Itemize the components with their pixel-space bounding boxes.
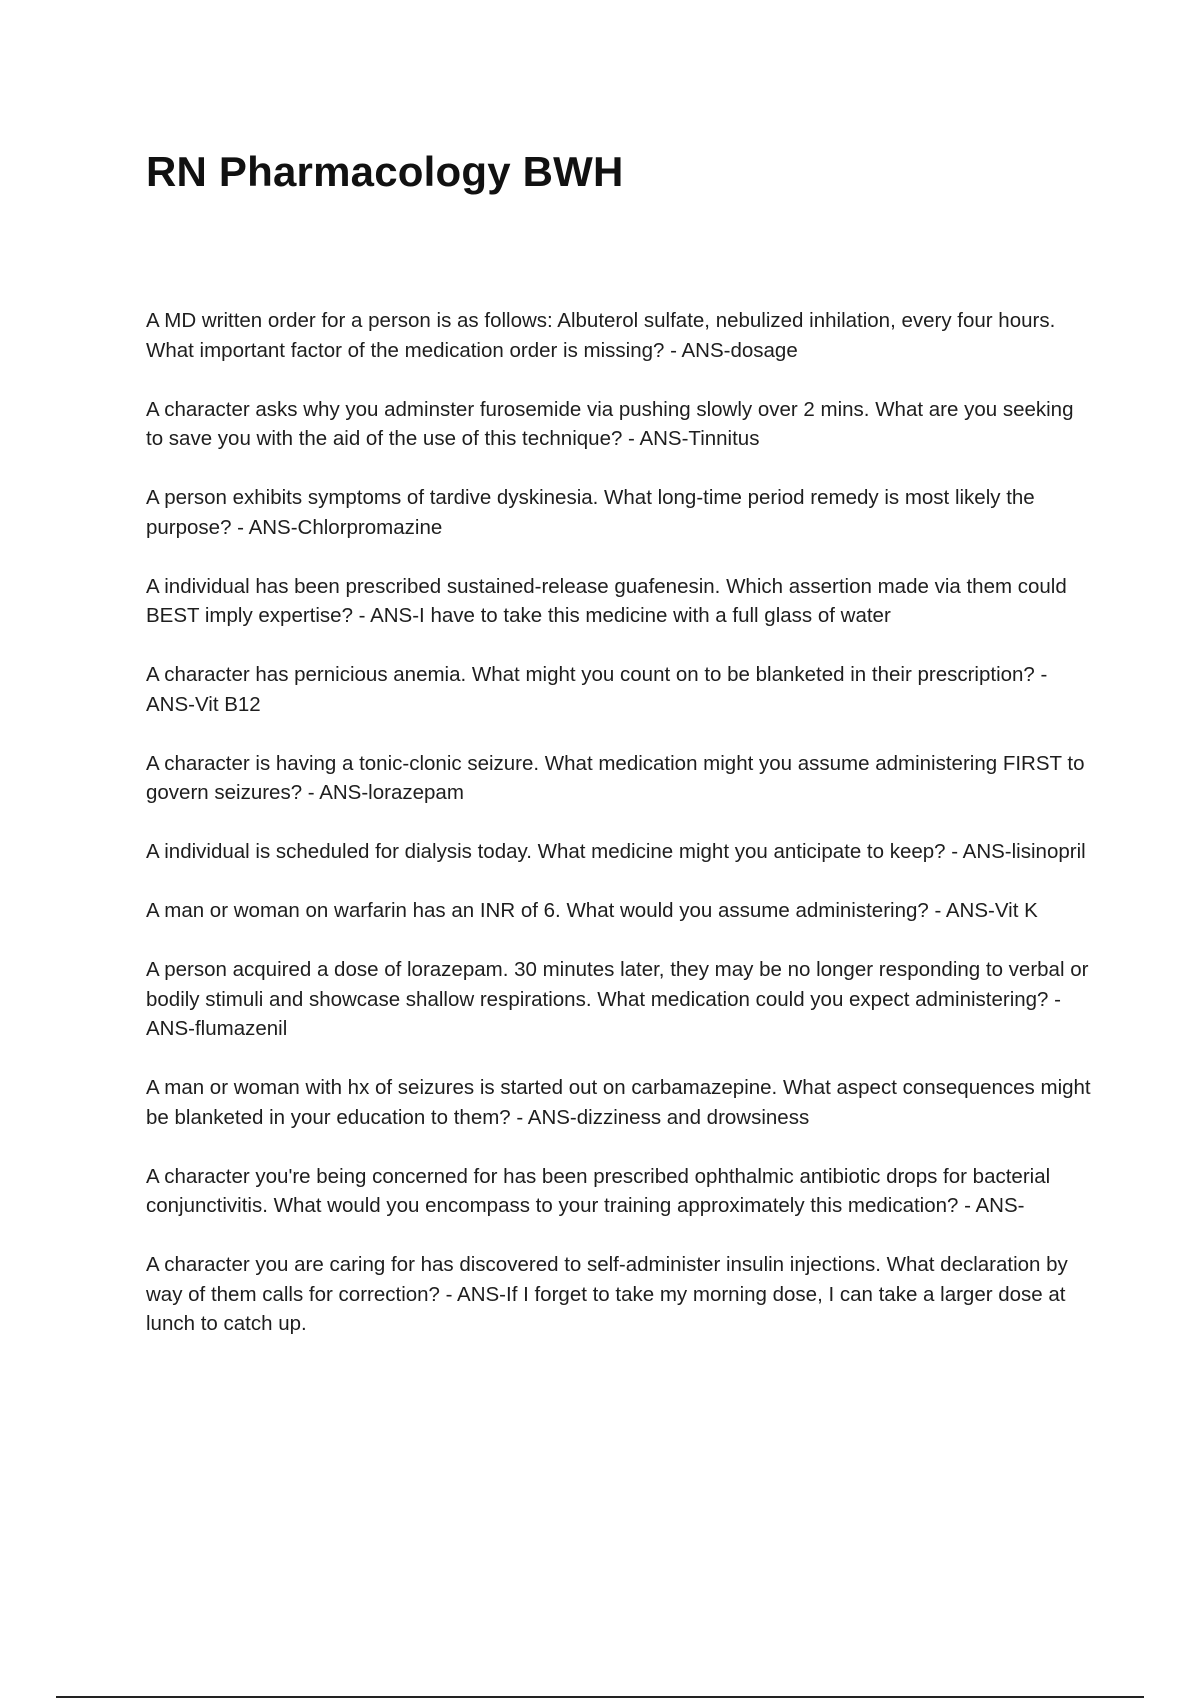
footer-divider <box>56 1696 1144 1698</box>
document-title: RN Pharmacology BWH <box>146 148 624 195</box>
qa-entry-3: A person exhibits symptoms of tardive dyskinesia. What long-time period remedy is most likely the purpose? - ANS-Chlorpromazine <box>146 486 1035 539</box>
qa-entry-7: A individual is scheduled for dialysis today. What medicine might you anticipate to keep? - ANS-lisinopril <box>146 840 1086 863</box>
qa-list <box>146 306 1096 1368</box>
qa-entry-2: A character asks why you adminster furosemide via pushing slowly over 2 mins. What are you seeking to save you with the aid of the use of this technique? - ANS-Tinnitus <box>146 397 1074 450</box>
qa-entry-1: A MD written order for a person is as follows: Albuterol sulfate, nebulized inhilation, every four hours. What important factor of the medication order is missing? - ANS-dosage <box>146 309 1056 362</box>
qa-entry-10: A man or woman with hx of seizures is started out on carbamazepine. What aspect consequences might be blanketed in your education to them? - ANS-dizziness and drowsiness <box>146 1076 1091 1129</box>
qa-entry-4: A individual has been prescribed sustained-release guafenesin. Which assertion made via them could BEST imply expertise? - ANS-I have to take this medicine with a full glass of water <box>146 574 1067 627</box>
qa-entry-6: A character is having a tonic-clonic seizure. What medication might you assume administering FIRST to govern seizures? - ANS-lorazepam <box>146 751 1085 804</box>
qa-entry-8: A man or woman on warfarin has an INR of 6. What would you assume administering? - ANS-Vit K <box>146 899 1038 922</box>
qa-entry-12: A character you are caring for has discovered to self-administer insulin injections. What declaration by way of them calls for correction? - ANS-If I forget to take my morning dose, I can take a larger dose at lunch to catch up. <box>146 1253 1068 1335</box>
qa-entry-5: A character has pernicious anemia. What might you count on to be blanketed in their prescription? - ANS-Vit B12 <box>146 663 1048 716</box>
qa-entry-9: A person acquired a dose of lorazepam. 30 minutes later, they may be no longer responding to verbal or bodily stimuli and showcase shallow respirations. What medication could you expect administering? - ANS-flumazenil <box>146 958 1089 1040</box>
qa-entry-11: A character you're being concerned for has been prescribed ophthalmic antibiotic drops for bacterial conjunctivitis. What would you encompass to your training approximately this medication? - ANS- <box>146 1164 1051 1217</box>
